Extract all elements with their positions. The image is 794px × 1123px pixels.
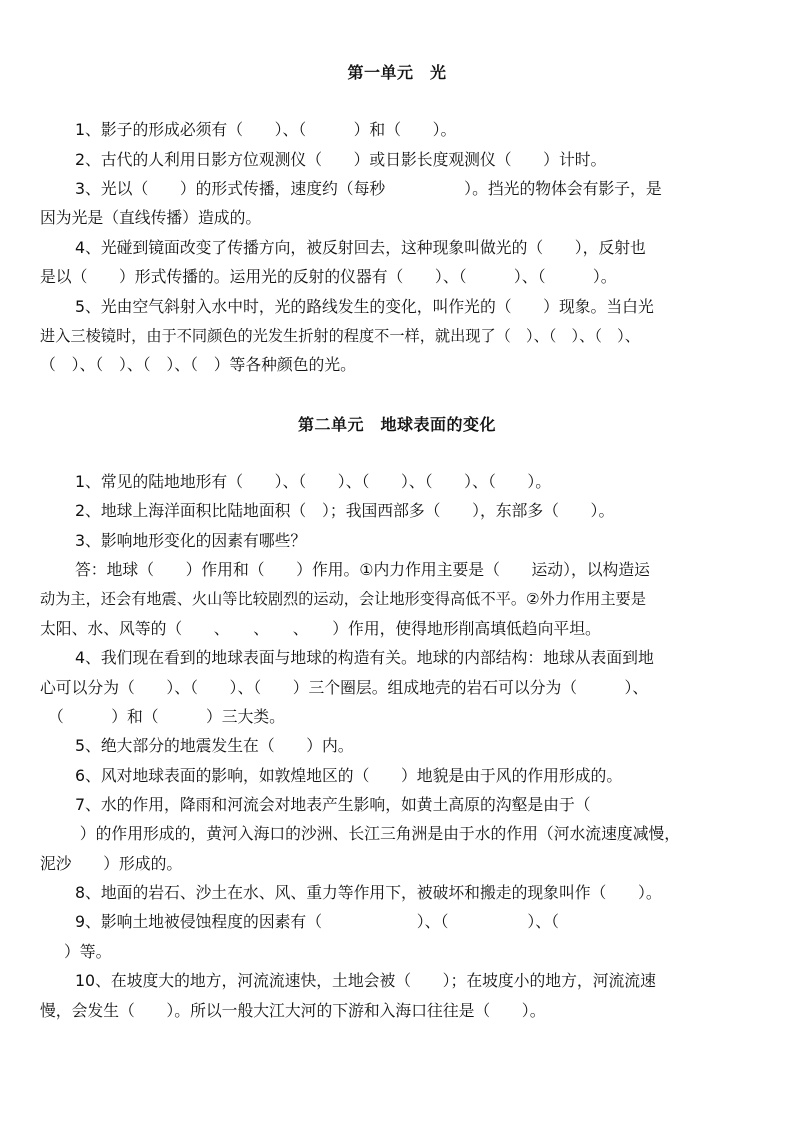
unit1-q5-cont: 进入三棱镜时，由于不同颜色的光发生折射的程度不一样，就出现了（ ）、（ ）、（ ）、 bbox=[40, 327, 640, 345]
unit2-q4-cont: 心可以分为（ ）、（ ）、（ ）三个圈层。组成地壳的岩石可以分为（ ）、 bbox=[40, 678, 649, 697]
unit2-q3-answer: 答：地球（ ）作用和（ ）作用。①内力作用主要是（ 运动），以构造运 bbox=[75, 560, 650, 579]
unit2-q7-cont2: 泥沙 ）形成的。 bbox=[40, 854, 183, 873]
unit2-q4-cont2: （ ）和（ ）三大类。 bbox=[48, 707, 285, 726]
unit1-q1: 1、影子的形成必须有（ ）、（ ）和（ ）。 bbox=[75, 120, 457, 139]
unit1-q3: 3、光以（ ）的形式传播，速度约（每秒 ）。挡光的物体会有影子，是 bbox=[75, 179, 662, 198]
unit1-title: 第一单元 光 bbox=[347, 63, 447, 82]
unit1-q5-cont2: （ ）、（ ）、（ ）、（ ）等各种颜色的光。 bbox=[40, 355, 356, 374]
unit1-q4-cont: 是以（ ）形式传播的。运用光的反射的仪器有（ ）、（ ）、（ ）。 bbox=[40, 267, 617, 286]
unit2-q7-cont: ）的作用形成的，黄河入海口的沙洲、长江三角洲是由于水的作用（河水流速度减慢， bbox=[64, 824, 681, 843]
unit2-q9-cont: ）等。 bbox=[64, 942, 112, 961]
unit2-q4: 4、我们现在看到的地球表面与地球的构造有关。地球的内部结构：地球从表面到地 bbox=[75, 648, 654, 667]
unit2-q2: 2、地球上海洋面积比陆地面积（ ）；我国西部多（ ），东部多（ ）。 bbox=[75, 501, 615, 520]
unit2-q10: 10、在坡度大的地方，河流流速快，土地会被（ ）；在坡度小的地方，河流流速 bbox=[75, 971, 656, 990]
unit2-title: 第二单元 地球表面的变化 bbox=[297, 415, 496, 434]
unit2-q3-answer-cont: 动为主，还会有地震、火山等比较剧烈的运动，会让地形变得高低不平。②外力作用主要是 bbox=[40, 590, 646, 608]
unit2-q8: 8、地面的岩石、沙土在水、风、重力等作用下，被破坏和搬走的现象叫作（ ）。 bbox=[75, 883, 662, 902]
unit2-q1: 1、常见的陆地地形有（ ）、（ ）、（ ）、（ ）、（ ）。 bbox=[75, 472, 552, 491]
unit2-q7: 7、水的作用，降雨和河流会对地表产生影响，如黄土高原的沟壑是由于（ bbox=[75, 795, 591, 814]
unit2-q3: 3、影响地形变化的因素有哪些？ bbox=[75, 531, 307, 550]
unit2-q9: 9、影响土地被侵蚀程度的因素有（ ）、（ ）、（ bbox=[75, 912, 559, 931]
unit2-q3-answer-cont2: 太阳、水、风等的（ 、 、 、 ）作用，使得地形削高填低趋向平坦。 bbox=[40, 619, 601, 638]
unit1-q5: 5、光由空气斜射入水中时，光的路线发生的变化，叫作光的（ ）现象。当白光 bbox=[75, 297, 654, 316]
unit1-q3-cont: 因为光是（直线传播）造成的。 bbox=[40, 208, 262, 227]
unit2-q5: 5、绝大部分的地震发生在（ ）内。 bbox=[75, 736, 354, 755]
unit2-q10-cont: 慢，会发生（ ）。所以一般大江大河的下游和入海口往往是（ ）。 bbox=[40, 1001, 546, 1020]
unit1-q2: 2、古代的人利用日影方位观测仪（ ）或日影长度观测仪（ ）计时。 bbox=[75, 150, 607, 169]
unit1-q4: 4、光碰到镜面改变了传播方向，被反射回去，这种现象叫做光的（ ），反射也 bbox=[75, 238, 646, 257]
unit2-q6: 6、风对地球表面的影响，如敦煌地区的（ ）地貌是由于风的作用形成的。 bbox=[75, 766, 623, 785]
